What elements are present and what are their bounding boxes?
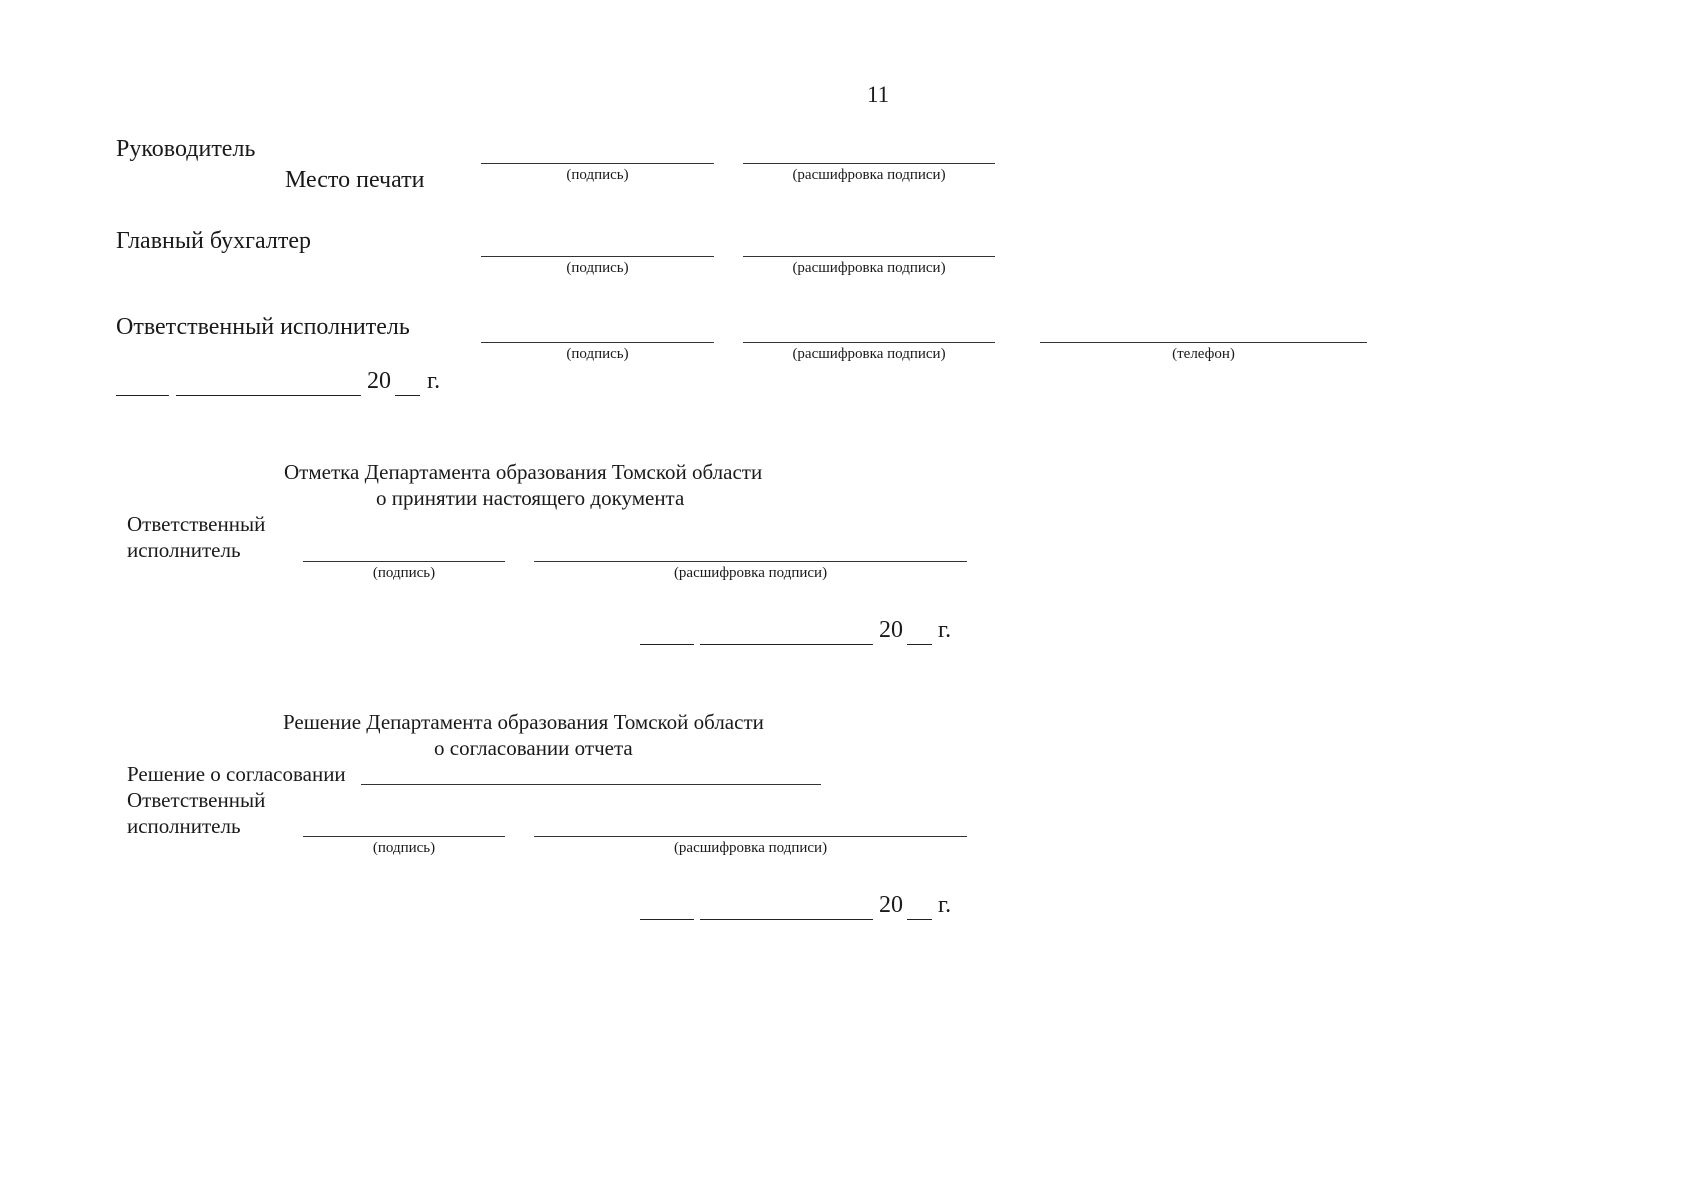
- date-day-blank: [640, 644, 694, 645]
- accountant-decoding-caption: (расшифровка подписи): [792, 260, 946, 276]
- acceptance-decoding-line: [534, 561, 967, 562]
- acceptance-decoding-caption: (расшифровка подписи): [673, 565, 828, 581]
- accountant-signature-line: [481, 256, 714, 257]
- date-month-blank: [176, 395, 361, 396]
- head-decoding-line: [743, 163, 995, 164]
- date-year-prefix: 20: [879, 617, 903, 643]
- head-label: Руководитель: [116, 136, 256, 162]
- executor-phone-line: [1040, 342, 1367, 343]
- executor-decoding-line: [743, 342, 995, 343]
- decision-executor-line2: исполнитель: [127, 814, 241, 838]
- decision-signature-line: [303, 836, 505, 837]
- executor-label: Ответственный исполнитель: [116, 314, 410, 340]
- date-month-blank: [700, 644, 873, 645]
- acceptance-executor-line2: исполнитель: [127, 538, 241, 562]
- head-signature-line: [481, 163, 714, 164]
- date-year-prefix: 20: [879, 892, 903, 918]
- decision-approval-line: [361, 784, 821, 785]
- decision-decoding-caption: (расшифровка подписи): [673, 840, 828, 856]
- accountant-signature-caption: (подпись): [566, 260, 629, 276]
- date-month-blank: [700, 919, 873, 920]
- decision-title-line2: о согласовании отчета: [434, 736, 633, 760]
- executor-signature-line: [481, 342, 714, 343]
- acceptance-signature-caption: (подпись): [372, 565, 436, 581]
- acceptance-signature-line: [303, 561, 505, 562]
- decision-decoding-line: [534, 836, 967, 837]
- acceptance-executor-line1: Ответственный: [127, 512, 266, 536]
- executor-decoding-caption: (расшифровка подписи): [792, 346, 946, 362]
- head-decoding-caption: (расшифровка подписи): [792, 167, 946, 183]
- date-year-blank: [395, 395, 420, 396]
- stamp-label: Место печати: [285, 167, 425, 193]
- executor-signature-caption: (подпись): [566, 346, 629, 362]
- decision-approval-label: Решение о согласовании: [127, 762, 346, 786]
- date-year-prefix: 20: [367, 368, 391, 394]
- date-year-blank: [907, 644, 932, 645]
- chief-accountant-label: Главный бухгалтер: [116, 228, 311, 254]
- date-day-blank: [640, 919, 694, 920]
- acceptance-title-line1: Отметка Департамента образования Томской области: [284, 460, 763, 484]
- head-signature-caption: (подпись): [566, 167, 629, 183]
- decision-signature-caption: (подпись): [372, 840, 436, 856]
- executor-phone-caption: (телефон): [1172, 346, 1235, 362]
- date-year-blank: [907, 919, 932, 920]
- decision-title-line1: Решение Департамента образования Томской области: [283, 710, 764, 734]
- page-number: 11: [867, 82, 890, 107]
- date-day-blank: [116, 395, 169, 396]
- date-suffix: г.: [938, 892, 952, 918]
- accountant-decoding-line: [743, 256, 995, 257]
- acceptance-title-line2: о принятии настоящего документа: [376, 486, 685, 510]
- date-suffix: г.: [938, 617, 952, 643]
- date-suffix: г.: [427, 368, 441, 394]
- decision-executor-line1: Ответственный: [127, 788, 266, 812]
